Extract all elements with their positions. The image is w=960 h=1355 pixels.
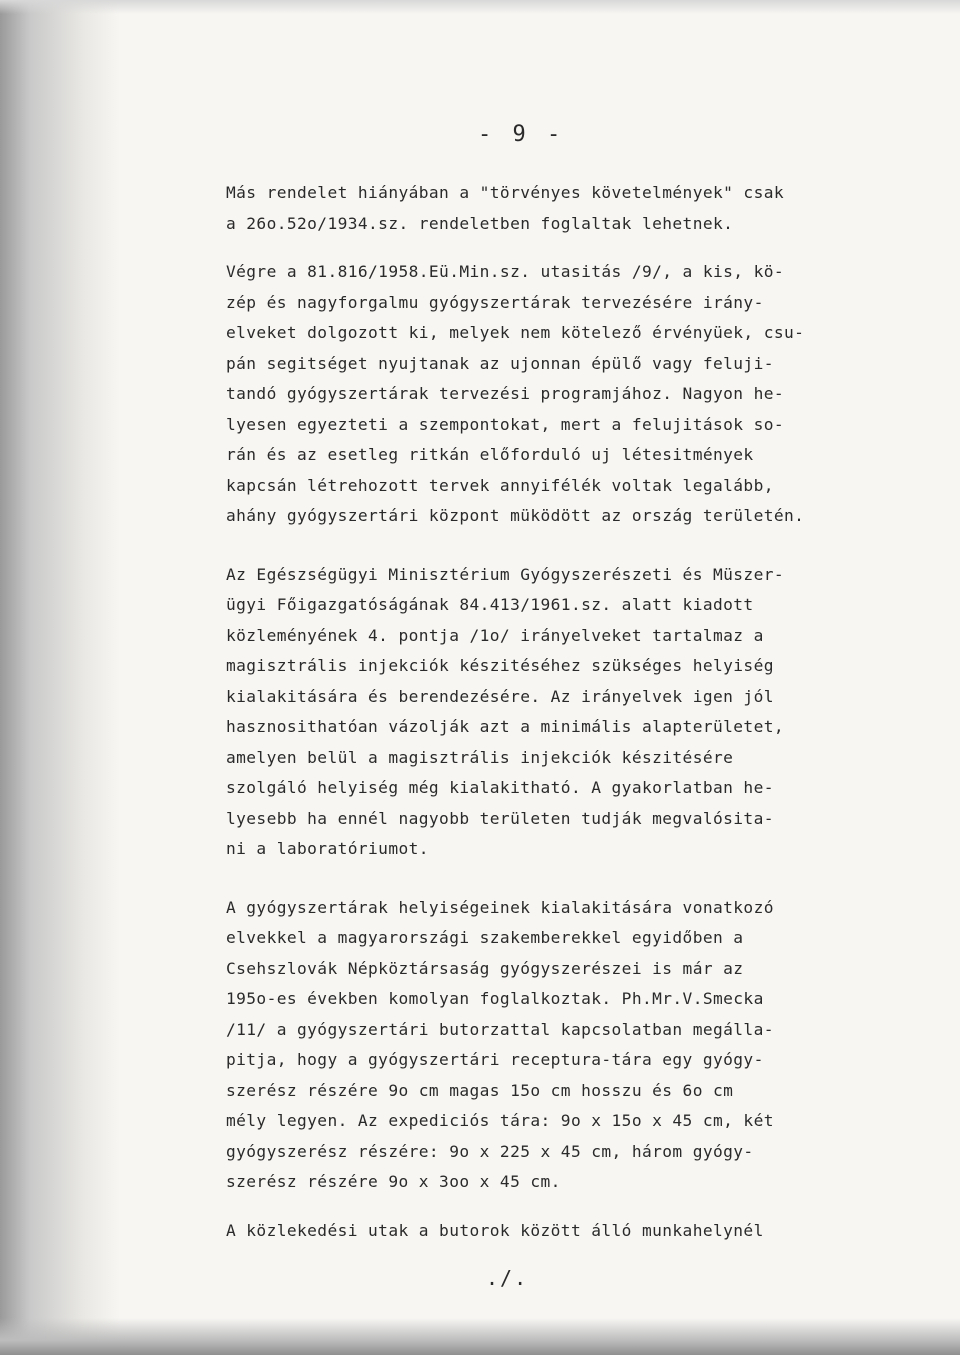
text-line: magisztrális injekciók készitéséhez szükséges helyiség: [226, 656, 774, 675]
text-line: ahány gyógyszertári központ müködött az ország területén.: [226, 506, 805, 525]
scan-shadow-top: [0, 0, 960, 14]
text-line: Csehszlovák Népköztársaság gyógyszerészei is már az: [226, 958, 744, 978]
text-line: /11/ a gyógyszertári butorzattal kapcsolatban megálla-: [226, 1019, 774, 1039]
text-line: szerész részére 9o cm magas 15o cm hosszu és 6o cm: [226, 1080, 734, 1100]
text-line: pán segitséget nyujtanak az ujonnan épülő vagy feluji-: [226, 353, 774, 373]
text-line: hasznosithatóan vázolják azt a minimális alapterületet,: [226, 717, 785, 736]
text-line: amelyen belül a magisztrális injekciók készitésére: [226, 747, 734, 767]
paragraph-3: [226, 560, 906, 865]
text-line: gyógyszerész részére: 9o x 225 x 45 cm, három gyógy-: [226, 1141, 754, 1161]
page-number: - 9 -: [478, 122, 565, 147]
scan-shadow-bottom: [0, 1318, 960, 1355]
text-line: elveket dolgozott ki, melyek nem kötelező érvényüek, csu-: [226, 323, 805, 342]
text-line: kapcsán létrehozott tervek annyifélék voltak legalább,: [226, 475, 774, 495]
text-line: szerész részére 9o x 3oo x 45 cm.: [226, 1172, 561, 1191]
text-line: közleményének 4. pontja /1o/ irányelveket tartalmaz a: [226, 625, 764, 645]
text-line: lyesen egyezteti a szempontokat, mert a felujitások so-: [226, 414, 785, 434]
text-line: Más rendelet hiányában a "törvényes követelmények" csak: [226, 183, 785, 202]
text-line: pitja, hogy a gyógyszertári receptura-tára egy gyógy-: [226, 1050, 764, 1069]
text-line: mély legyen. Az expediciós tára: 9o x 15o x 45 cm, két: [226, 1111, 774, 1130]
text-line: A gyógyszertárak helyiségeinek kialakitására vonatkozó: [226, 897, 774, 917]
text-line: lyesebb ha ennél nagyobb területen tudják megvalósita-: [226, 808, 774, 828]
continuation-mark: ./.: [486, 1266, 529, 1290]
scan-shadow-left: [0, 0, 120, 1355]
text-line: A közlekedési utak a butorok között álló munkahelynél: [226, 1220, 764, 1240]
text-line: ni a laboratóriumot.: [226, 839, 429, 858]
text-line: rán és az esetleg ritkán előforduló uj létesitmények: [226, 445, 754, 464]
text-line: tandó gyógyszertárak tervezési programjához. Nagyon he-: [226, 384, 785, 403]
text-line: 195o-es években komolyan foglalkoztak. Ph.Mr.V.Smecka: [226, 989, 764, 1008]
text-line: kialakitására és berendezésére. Az irányelvek igen jól: [226, 686, 774, 706]
text-line: Végre a 81.816/1958.Eü.Min.sz. utasitás /9/, a kis, kö-: [226, 262, 785, 281]
paragraph-1: [226, 178, 906, 239]
paragraph-5: [226, 1216, 906, 1246]
text-line: ügyi Főigazgatóságának 84.413/1961.sz. alatt kiadott: [226, 595, 754, 614]
paragraph-2: [226, 257, 906, 532]
text-line: Az Egészségügyi Minisztérium Gyógyszerészeti és Müszer-: [226, 564, 785, 584]
text-line: szolgáló helyiség még kialakitható. A gyakorlatban he-: [226, 778, 774, 797]
document-body: [226, 178, 906, 1274]
text-line: a 26o.52o/1934.sz. rendeletben foglaltak lehetnek.: [226, 213, 734, 233]
text-line: elvekkel a magyarországi szakemberekkel egyidőben a: [226, 928, 744, 947]
text-line: zép és nagyforgalmu gyógyszertárak tervezésére irány-: [226, 292, 764, 312]
paragraph-4: [226, 893, 906, 1198]
